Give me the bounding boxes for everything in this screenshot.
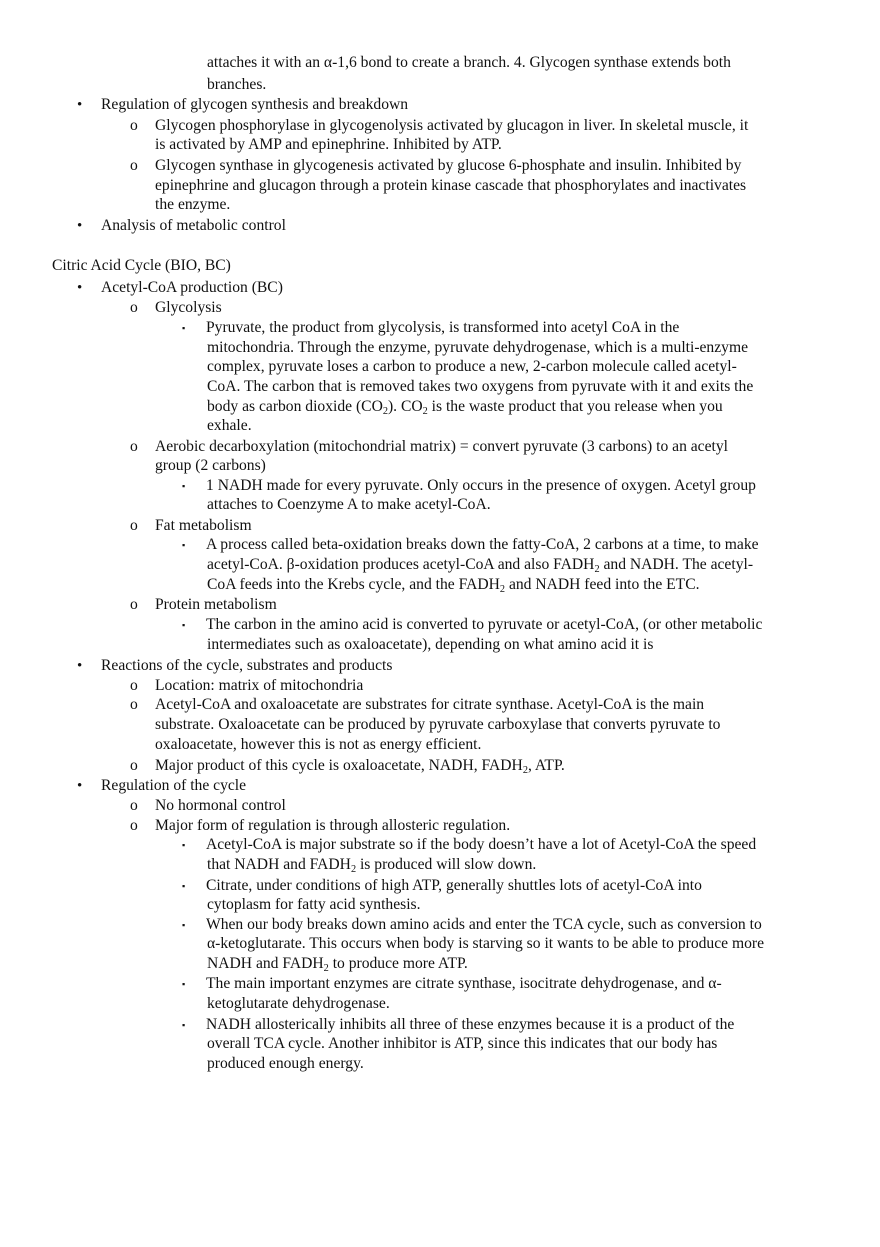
allosteric-subtext — [207, 855, 536, 875]
text-run: CoA feeds into the Krebs cycle, and the FADH — [207, 576, 500, 593]
allosteric-subtext: When our body breaks down amino acids and enter the TCA cycle, such as conversion to — [206, 916, 762, 933]
subscript: 2 — [382, 405, 388, 417]
text-run: acetyl-CoA. β-oxidation produces acetyl-CoA and also FADH — [207, 556, 595, 573]
glycolysis-text: exhale. — [207, 417, 252, 434]
substrates-text: substrate. Oxaloacetate can be produced by pyruvate carboxylase that converts pyruvate to — [155, 716, 721, 733]
allosteric-subtext: cytoplasm for fatty acid synthesis. — [207, 896, 421, 913]
analysis-heading: Analysis of metabolic control — [101, 217, 286, 234]
allosteric-subtext: ketoglutarate dehydrogenase. — [207, 995, 390, 1012]
bullet-icon: • — [77, 218, 83, 234]
subscript: 2 — [350, 863, 357, 875]
cycle-regulation-heading: Regulation of the cycle — [101, 777, 247, 794]
glycogen-branch-text: attaches it with an α-1,6 bond to create a branch. 4. Glycogen synthase extends both — [207, 54, 731, 71]
square-bullet-icon: ▪ — [182, 620, 186, 630]
fat-metabolism-label: Fat metabolism — [155, 517, 252, 534]
text-run: to produce more ATP. — [328, 955, 468, 972]
glycolysis-text: CoA. The carbon that is removed takes two oxygens from pyruvate with it and exits the — [207, 378, 754, 395]
protein-metabolism-text: intermediates such as oxaloacetate), depending on what amino acid it is — [207, 636, 654, 653]
subscript: 2 — [422, 405, 428, 417]
substrates-text: Acetyl-CoA and oxaloacetate are substrates for citrate synthase. Acetyl-CoA is the main — [155, 696, 705, 713]
text-run: is produced will slow down. — [356, 856, 537, 873]
protein-metabolism-text: The carbon in the amino acid is converted to pyruvate or acetyl-CoA, (or other metabolic — [206, 616, 763, 633]
subscript: 2 — [323, 962, 329, 974]
text-run: , ATP. — [527, 757, 565, 774]
square-bullet-icon: ▪ — [182, 540, 186, 550]
subscript: 2 — [594, 563, 600, 575]
aerobic-text: group (2 carbons) — [155, 457, 266, 474]
square-bullet-icon: ▪ — [182, 881, 186, 891]
circle-bullet-icon: o — [130, 797, 138, 814]
text-run: and NADH feed into the ETC. — [505, 576, 700, 593]
products-text — [155, 756, 565, 776]
fat-metabolism-text — [207, 555, 753, 575]
circle-bullet-icon: o — [130, 117, 138, 134]
hormonal-text: No hormonal control — [155, 797, 286, 814]
square-bullet-icon: ▪ — [182, 920, 186, 930]
square-bullet-icon: ▪ — [182, 481, 186, 491]
reactions-heading: Reactions of the cycle, substrates and products — [101, 657, 393, 674]
subscript: 2 — [499, 583, 506, 595]
aerobic-text: Aerobic decarboxylation (mitochondrial matrix) = convert pyruvate (3 carbons) to an acetyl — [155, 438, 728, 455]
circle-bullet-icon: o — [130, 596, 138, 613]
subscript: 2 — [522, 764, 528, 776]
allosteric-subtext: Acetyl-CoA is major substrate so if the body doesn’t have a lot of Acetyl-CoA the speed — [206, 836, 757, 853]
circle-bullet-icon: o — [130, 757, 138, 774]
square-bullet-icon: ▪ — [182, 323, 186, 333]
square-bullet-icon: ▪ — [182, 840, 186, 850]
synthase-text: Glycogen synthase in glycogenesis activated by glucose 6-phosphate and insulin. Inhibited by — [155, 157, 742, 174]
aerobic-subtext: attaches to Coenzyme A to make acetyl-CoA. — [207, 496, 491, 513]
circle-bullet-icon: o — [130, 677, 138, 694]
bullet-icon: • — [77, 280, 83, 296]
text-run: Major product of this cycle is oxaloacetate, NADH, FADH — [155, 757, 523, 774]
text-run: ). CO — [387, 398, 423, 415]
protein-metabolism-label: Protein metabolism — [155, 596, 277, 613]
glycolysis-text: mitochondria. Through the enzyme, pyruvate dehydrogenase, which is a multi-enzyme — [207, 339, 748, 356]
aerobic-subtext: 1 NADH made for every pyruvate. Only occurs in the presence of oxygen. Acetyl group — [206, 477, 756, 494]
synthase-text: the enzyme. — [155, 196, 231, 213]
bullet-icon: • — [77, 97, 83, 113]
fat-metabolism-text: A process called beta-oxidation breaks down the fatty-CoA, 2 carbons at a time, to make — [206, 536, 759, 553]
substrates-text: oxaloacetate, however this is not as energy efficient. — [155, 736, 482, 753]
text-run: and NADH. The acetyl- — [599, 556, 754, 573]
allosteric-subtext: Citrate, under conditions of high ATP, generally shuttles lots of acetyl-CoA into — [206, 877, 702, 894]
text-run: NADH and FADH — [207, 955, 324, 972]
circle-bullet-icon: o — [130, 157, 138, 174]
circle-bullet-icon: o — [130, 696, 138, 713]
allosteric-subtext: α-ketoglutarate. This occurs when body is starving so it wants to be able to produce more — [207, 935, 764, 952]
glycolysis-text: Pyruvate, the product from glycolysis, is transformed into acetyl CoA in the — [206, 319, 680, 336]
glycolysis-label: Glycolysis — [155, 299, 222, 316]
synthase-text: epinephrine and glucagon through a protein kinase cascade that phosphorylates and inactivates — [155, 177, 747, 194]
acetyl-coa-heading: Acetyl-CoA production (BC) — [101, 279, 283, 296]
circle-bullet-icon: o — [130, 299, 138, 316]
phosphorylase-text: is activated by AMP and epinephrine. Inhibited by ATP. — [155, 136, 502, 153]
square-bullet-icon: ▪ — [182, 979, 186, 989]
glycolysis-text — [207, 397, 723, 417]
allosteric-subtext: produced enough energy. — [207, 1055, 364, 1072]
fat-metabolism-text — [207, 575, 700, 595]
allosteric-subtext: overall TCA cycle. Another inhibitor is ATP, since this indicates that our body has — [207, 1035, 718, 1052]
bullet-icon: • — [77, 658, 83, 674]
circle-bullet-icon: o — [130, 438, 138, 455]
text-run: that NADH and FADH — [207, 856, 351, 873]
square-bullet-icon: ▪ — [182, 1020, 186, 1030]
phosphorylase-text: Glycogen phosphorylase in glycogenolysis activated by glucagon in liver. In skeletal muscle, it — [155, 117, 749, 134]
allosteric-subtext: The main important enzymes are citrate synthase, isocitrate dehydrogenase, and α- — [206, 975, 722, 992]
bullet-icon: • — [77, 778, 83, 794]
allosteric-subtext: NADH allosterically inhibits all three of these enzymes because it is a product of the — [206, 1016, 735, 1033]
allosteric-subtext — [207, 954, 468, 974]
circle-bullet-icon: o — [130, 817, 138, 834]
section-heading: Citric Acid Cycle (BIO, BC) — [52, 257, 231, 274]
location-text: Location: matrix of mitochondria — [155, 677, 364, 694]
allosteric-text: Major form of regulation is through allosteric regulation. — [155, 817, 511, 834]
glycogen-branch-text: branches. — [207, 76, 267, 93]
circle-bullet-icon: o — [130, 517, 138, 534]
glycogen-regulation-heading: Regulation of glycogen synthesis and breakdown — [101, 96, 409, 113]
text-run: body as carbon dioxide (CO — [207, 398, 383, 415]
text-run: is the waste product that you release when you — [427, 398, 723, 415]
glycolysis-text: complex, pyruvate loses a carbon to produce a new, 2-carbon molecule called acetyl- — [207, 358, 737, 375]
